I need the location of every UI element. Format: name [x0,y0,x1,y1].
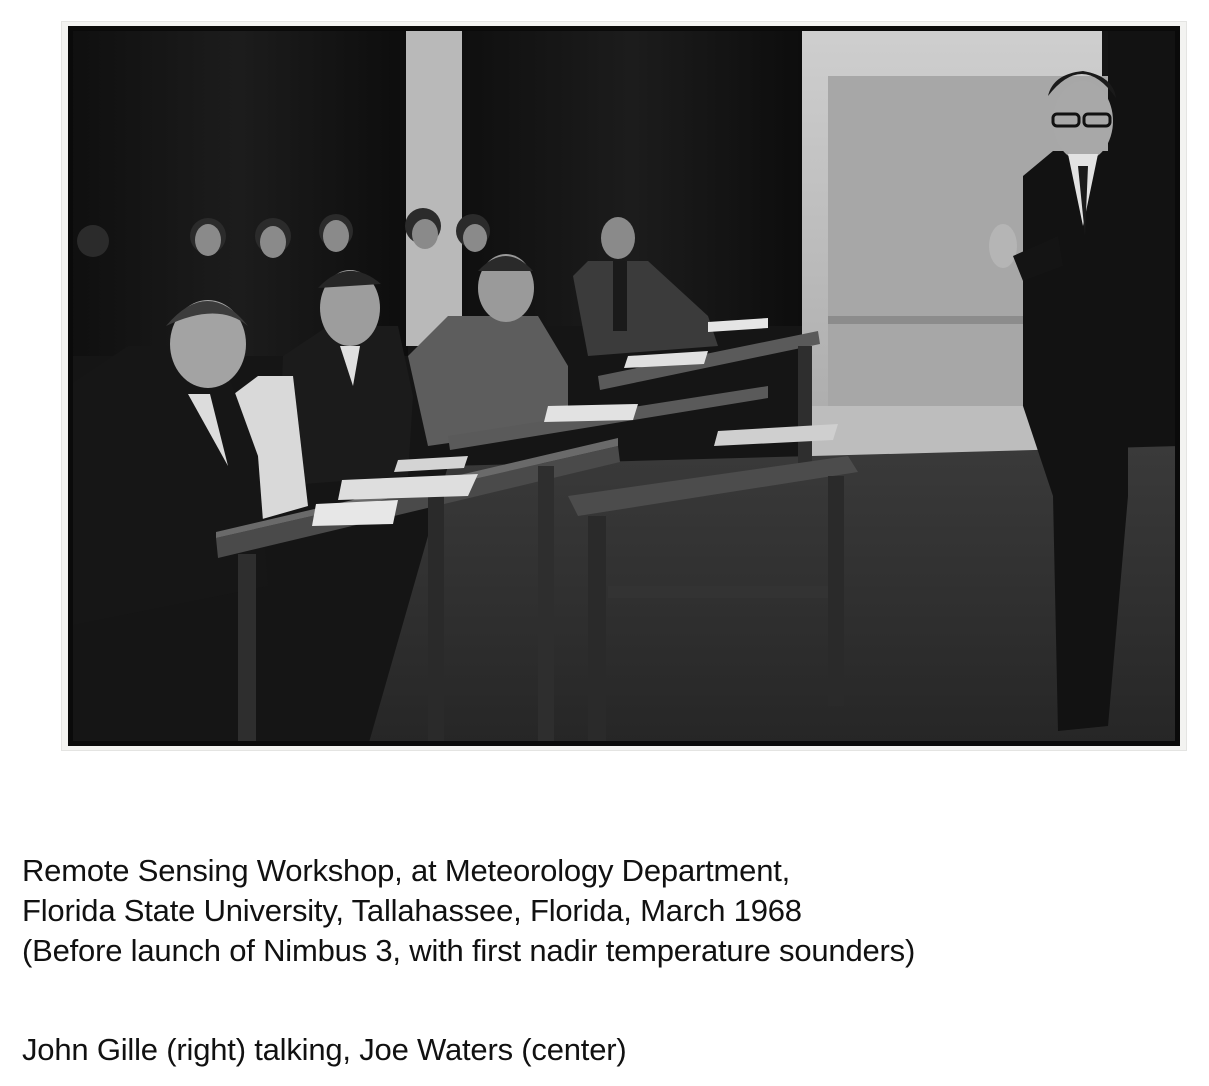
caption-line-event: Remote Sensing Workshop, at Meteorology Department, [22,853,791,888]
photo-caption [22,851,1192,971]
photo-illustration [68,26,1180,746]
caption-line-location-date: Florida State University, Tallahassee, Florida, March 1968 [22,893,802,928]
caption-credits: John Gille (right) talking, Joe Waters (center) [22,1032,627,1067]
workshop-photo [68,26,1180,746]
caption-line-context: (Before launch of Nimbus 3, with first nadir temperature sounders) [22,933,916,968]
photo-print [62,22,1186,750]
